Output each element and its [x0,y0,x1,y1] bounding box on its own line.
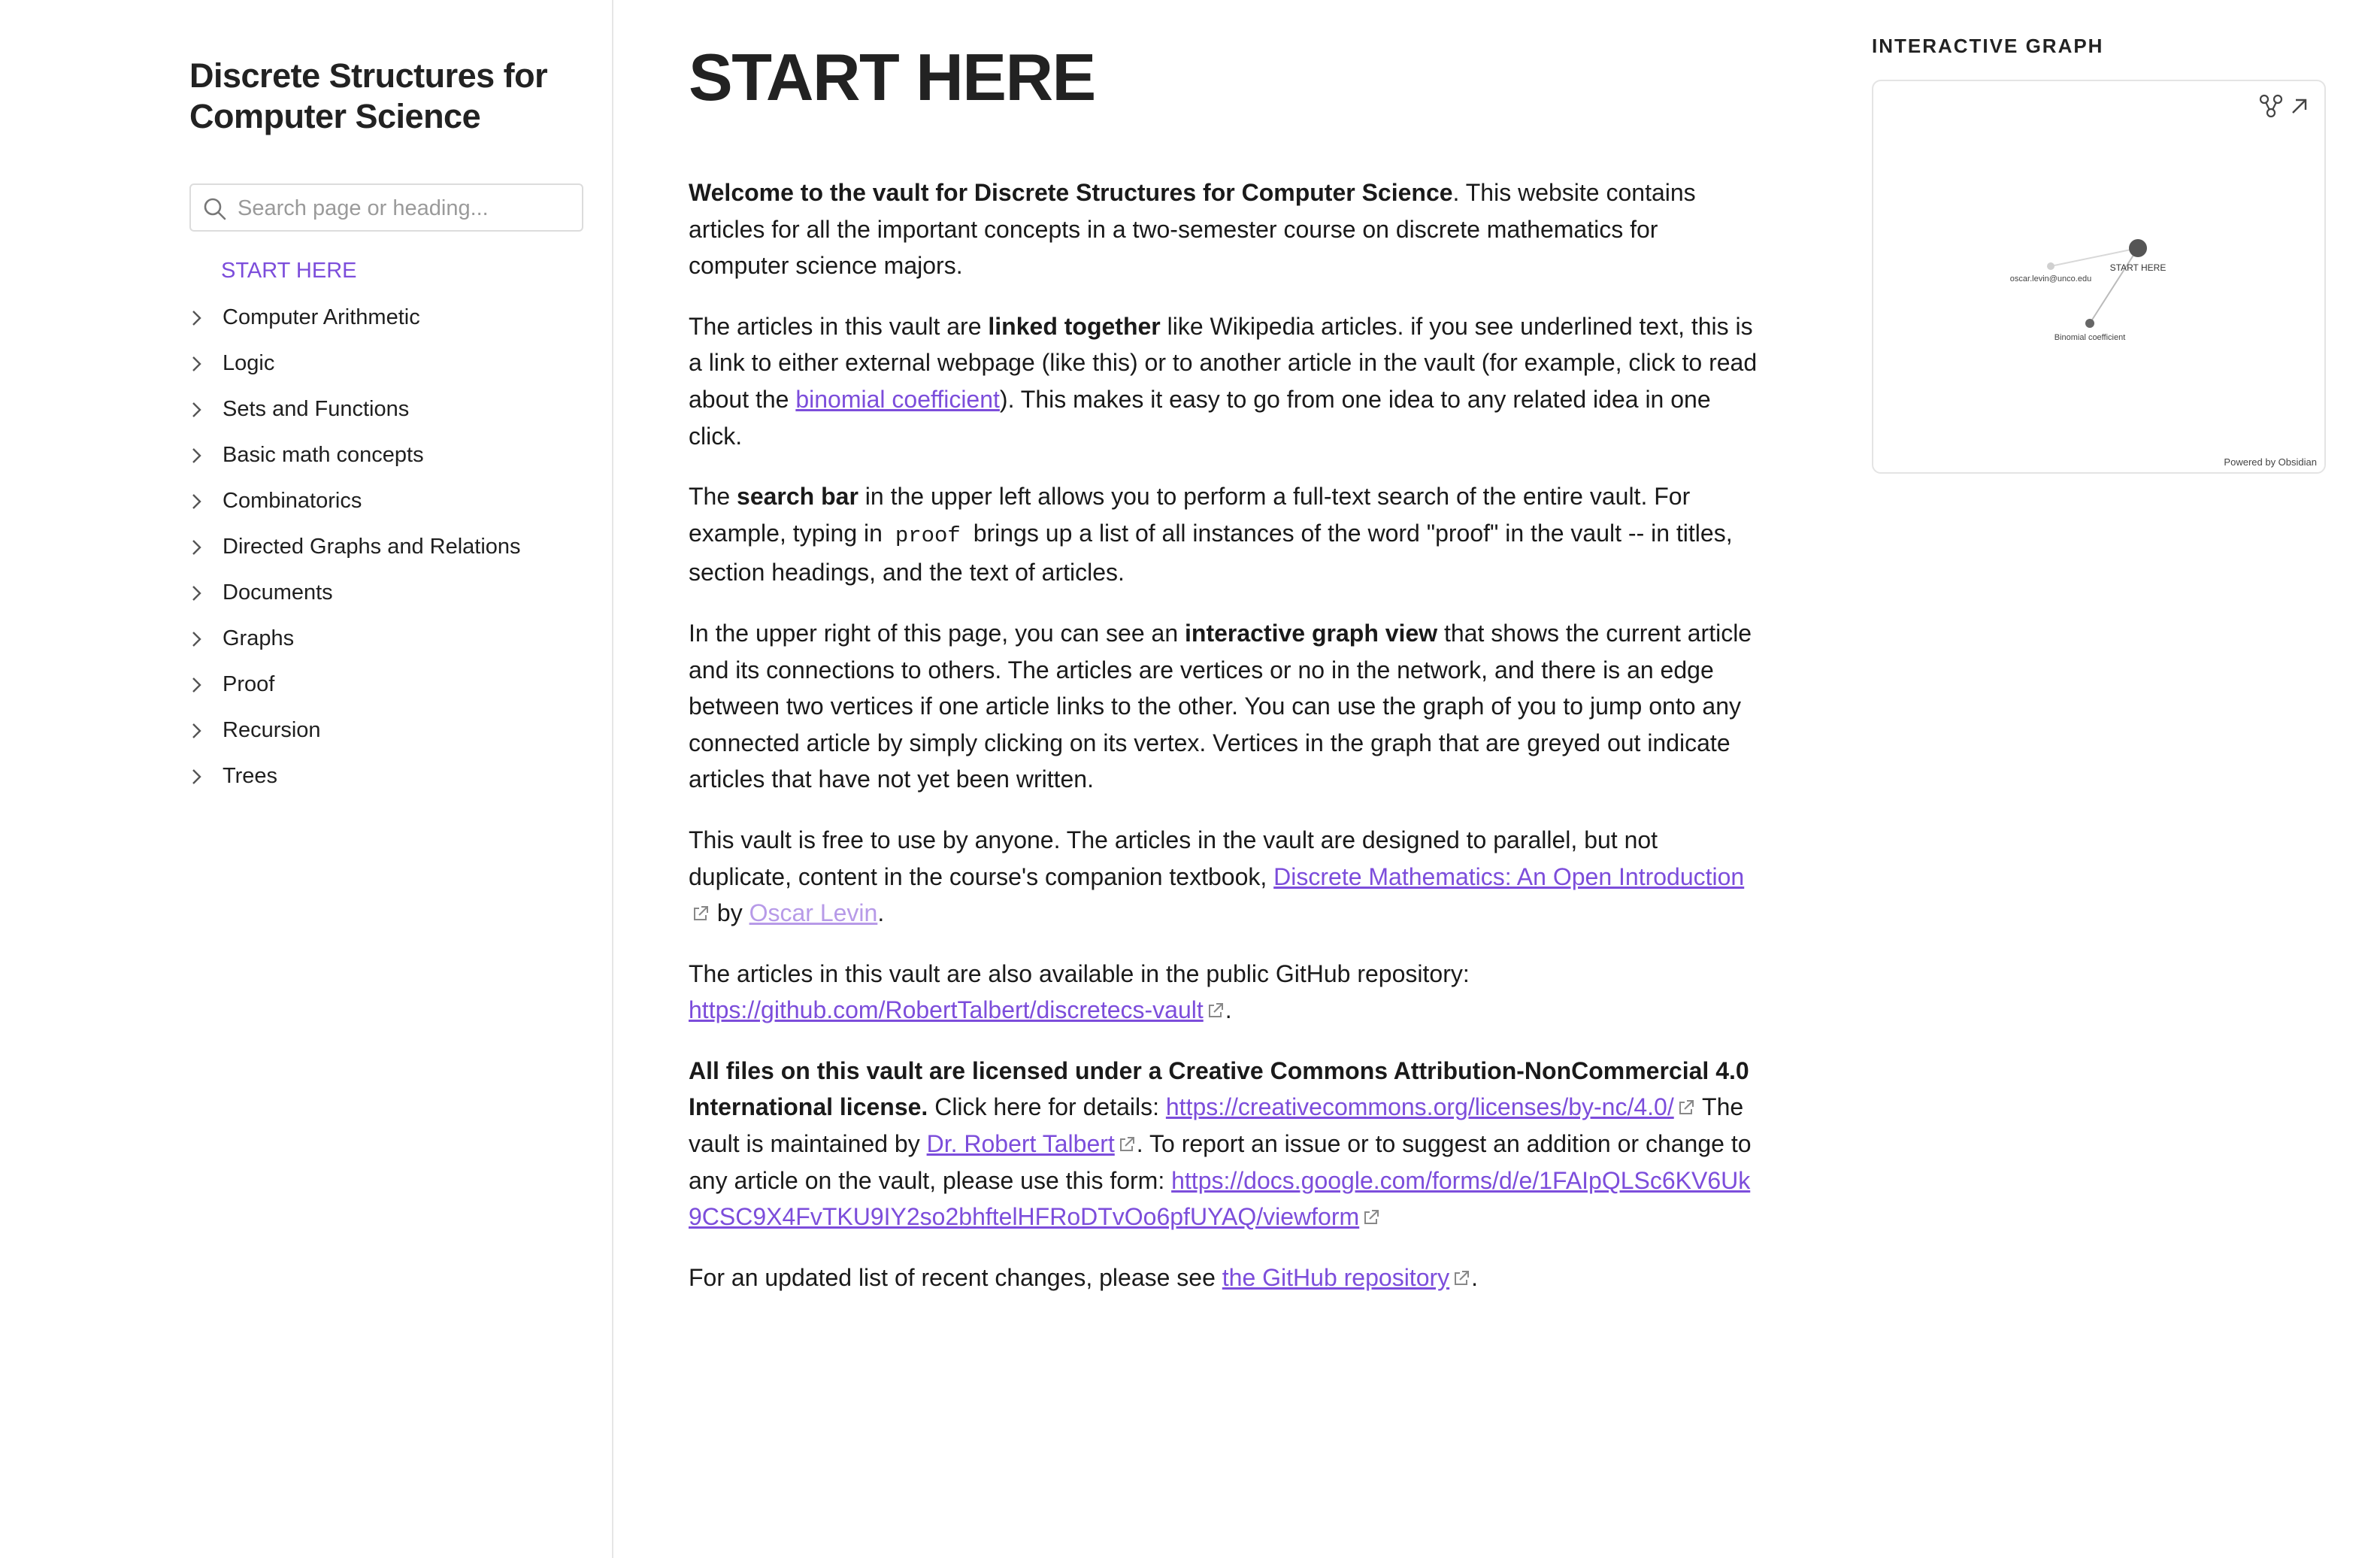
text: in the upper left allows you to perform a full-text search of the entire vault. For example, typing in [689,483,1691,547]
text: . This website contains articles for all the important concepts in a two-semester course on discrete mathematics for computer science majors. [689,179,1696,280]
site-title[interactable]: Discrete Structures for Computer Science [189,56,548,135]
link-text: https://creativecommons.org/licenses/by-nc/4.0/ [1165,1093,1674,1121]
nav-item-label: Trees [223,764,278,788]
text: like Wikipedia articles. if you see underlined text, this is a link to either external webpage (like this) or to another article in the vault (for example, click to read about the [689,312,1758,413]
nav-item-label: Basic math concepts [223,443,424,467]
nav-item-label: Sets and Functions [223,397,410,421]
chevron-right-icon [189,720,215,742]
nav-item-label: Graphs [223,626,295,650]
nav-item-directed-graphs-and-relations[interactable] [189,524,595,570]
binomial-coefficient-link[interactable]: binomial coefficient [795,385,1000,413]
paragraph-linked [689,308,1764,454]
nav-item-label: Directed Graphs and Relations [223,535,521,559]
graph-node-label: START HERE [2109,262,2167,273]
text: brings up a list of all instances of the word "proof" in the vault -- in titles, section headings, and the text of articles. [689,519,1733,587]
text: that shows the current article and its connections to others. The articles are vertices or no in the network, and there is an edge between two vertices if one article links to the other. You can use the graph of you to jump onto any connected article by simply clicking on its vertex. Vertices in the graph that are greyed out indicate articles that have not yet been written. [689,619,1752,793]
chevron-right-icon [189,628,215,650]
nav-item-recursion[interactable] [189,708,595,753]
external-link-icon [1206,1001,1225,1020]
nav-item-logic[interactable] [189,341,595,386]
nav-list [189,295,595,799]
graph-node-binomial-coefficient[interactable] [2085,319,2094,328]
nav-item-graphs[interactable] [189,616,595,662]
paragraph-github [689,956,1764,1029]
interactive-graph[interactable] [1872,80,2326,474]
robert-talbert-link[interactable] [927,1130,1137,1157]
graph-edge [2090,248,2138,323]
graph-node-oscar-levin[interactable] [2047,262,2054,270]
nav-current-page[interactable]: START HERE [221,259,357,283]
nav-item-proof[interactable] [189,662,595,708]
nav-item-label: Computer Arithmetic [223,305,420,329]
link-text: Discrete Mathematics: An Open Introduction [1273,862,1745,890]
chevron-right-icon [189,582,215,605]
text: . To report an issue or to suggest an addition or change to any article on the vault, please use this form: [689,1130,1752,1194]
github-repo-link[interactable] [689,996,1225,1023]
external-link-icon [1452,1269,1471,1288]
text: . [877,899,885,927]
link-text: the GitHub repository [1222,1263,1450,1291]
sidebar [0,0,613,1558]
link-text: https://docs.google.com/forms/d/e/1FAIpQLSc6KV6Uk9CSC9X4FvTKU9IY2so2bhftelHFRoDTvOo6pfUYAQ/viewform [689,1166,1751,1231]
chevron-right-icon [189,536,215,559]
text: This vault is free to use by anyone. The articles in the vault are designed to parallel, but not duplicate, content in the course's companion textbook, [689,826,1658,890]
chevron-right-icon [189,307,215,329]
external-link-icon [691,904,710,923]
bold-text: All files on this vault are licensed under a Creative Commons Attribution-NonCommercial 4.0 International license. [689,1056,1749,1121]
chevron-right-icon [189,399,215,421]
chevron-right-icon [189,490,215,513]
nav-item-label: Recursion [223,718,321,742]
paragraph-free-to-use [689,822,1764,932]
text: For an updated list of recent changes, please see [689,1263,1222,1291]
nav-item-combinatorics[interactable] [189,478,595,524]
nav-item-label: Combinatorics [223,489,362,513]
paragraph-welcome [689,174,1764,284]
bold-text: interactive graph view [1185,619,1438,647]
nav-item-label: Logic [223,351,275,375]
paragraph-search [689,478,1764,591]
text: The [689,483,737,511]
bold-text: Welcome to the vault for Discrete Structures for Computer Science [689,179,1453,206]
text: The articles in this vault are [689,312,989,340]
text: Click here for details: [928,1093,1166,1121]
graph-heading: INTERACTIVE GRAPH [1872,35,2104,57]
chevron-right-icon [189,674,215,696]
text: . [1471,1263,1479,1291]
search-input[interactable] [236,185,577,232]
graph-node-start-here[interactable] [2129,239,2147,257]
nav-item-basic-math-concepts[interactable] [189,432,595,478]
text: The vault is maintained by [689,1093,1744,1158]
paragraph-changes [689,1259,1764,1296]
powered-by-label: Powered by Obsidian [2224,456,2317,468]
paragraph-license [689,1053,1764,1235]
nav-item-documents[interactable] [189,570,595,616]
search-box[interactable] [189,183,583,232]
nav-item-label: Documents [223,580,333,605]
inline-code: proof [895,523,961,548]
page-title: START HERE [689,40,1095,114]
github-changes-link[interactable] [1222,1264,1471,1291]
bold-text: search bar [737,483,858,511]
paragraph-graph-view [689,615,1764,798]
nav-item-label: Proof [223,672,275,696]
external-link-icon [1676,1098,1696,1117]
text: In the upper right of this page, you can see an [689,619,1185,647]
text: by [710,899,749,927]
text: The articles in this vault are also available in the public GitHub repository: [689,959,1470,987]
link-text: https://github.com/RobertTalbert/discretecs-vault [689,996,1204,1024]
external-link-icon [1117,1135,1137,1154]
nav-item-trees[interactable] [189,753,595,799]
search-icon [201,196,229,223]
article-body [689,174,1764,1320]
graph-node-label: Binomial coefficient [2054,333,2126,342]
bold-text: linked together [988,312,1161,340]
chevron-right-icon [189,353,215,375]
text: ). This makes it easy to go from one idea to any related idea in one click. [689,385,1711,450]
nav-item-computer-arithmetic[interactable] [189,295,595,341]
chevron-right-icon [189,765,215,788]
external-link-icon [1361,1208,1381,1227]
nav-item-sets-and-functions[interactable] [189,386,595,432]
chevron-right-icon [189,444,215,467]
text: . [1225,996,1232,1024]
link-text: Dr. Robert Talbert [926,1130,1115,1158]
oscar-levin-link[interactable]: Oscar Levin [749,899,878,927]
graph-node-label: oscar.levin@unco.edu [2009,274,2092,283]
license-link[interactable] [1166,1093,1696,1120]
graph-canvas [1873,81,2324,472]
